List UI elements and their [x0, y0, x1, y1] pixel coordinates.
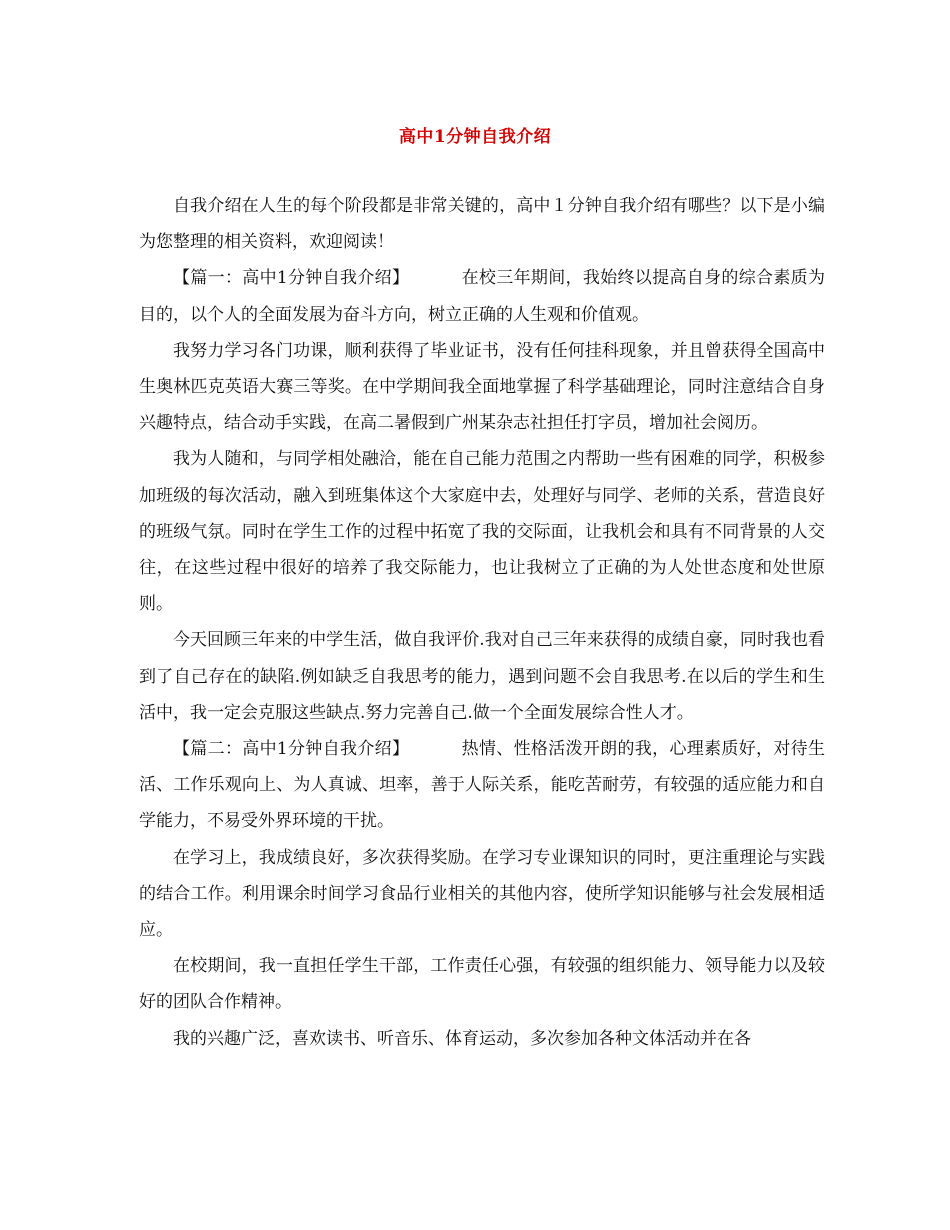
document-body: [139, 188, 825, 1057]
section-2-paragraph: 在校期间，我一直担任学生干部，工作责任心强，有较强的组织能力、领导能力以及较好的团队合作精神。: [139, 956, 825, 1013]
section-2-paragraph: 我的兴趣广泛，喜欢读书、听音乐、体育运动，多次参加各种文体活动并在各: [173, 1028, 751, 1049]
section-1-lead: 在校三年期间，我始终以提高自身的综合素质为目的，以个人的全面发展为奋斗方向，树立正确的人生观和价值观。: [139, 268, 825, 325]
section-2-first-paragraph: [139, 731, 825, 840]
document-title: 高中1分钟自我介绍: [398, 127, 552, 147]
section-1-paragraph: 我努力学习各门功课，顺利获得了毕业证书，没有任何挂科现象，并且曾获得全国高中生奥林匹克英语大赛三等奖。在中学期间我全面地掌握了科学基础理论，同时注意结合自身兴趣特点，结合动手实践，在高二暑假到广州某杂志社担任打字员，增加社会阅历。: [139, 340, 825, 434]
intro-paragraph: 自我介绍在人生的每个阶段都是非常关键的，高中１分钟自我介绍有哪些？以下是小编为您整理的相关资料，欢迎阅读！: [139, 196, 825, 253]
section-2-paragraph: 在学习上，我成绩良好，多次获得奖励。在学习专业课知识的同时，更注重理论与实践的结合工作。利用课余时间学习食品行业相关的其他内容，使所学知识能够与社会发展相适应。: [139, 847, 825, 941]
section-2-heading: 【篇二：高中1分钟自我介绍】: [173, 739, 410, 760]
section-1-heading: 【篇一：高中1分钟自我介绍】: [173, 268, 410, 289]
section-1-paragraph: 我为人随和，与同学相处融洽，能在自己能力范围之内帮助一些有困难的同学，积极参加班级的每次活动，融入到班集体这个大家庭中去，处理好与同学、老师的关系，营造良好的班级气氛。同时在学生工作的过程中拓宽了我的交际面，让我机会和具有不同背景的人交往，在这些过程中很好的培养了我交际能力，也让我树立了正确的为人处世态度和处世原则。: [139, 449, 825, 615]
section-1-first-paragraph: [139, 260, 825, 332]
section-1-paragraph: 今天回顾三年来的中学生活，做自我评价.我对自己三年来获得的成绩自豪，同时我也看到了自己存在的缺陷.例如缺乏自我思考的能力，遇到问题不会自我思考.在以后的学生和生活中，我一定会克服这些缺点.努力完善自己.做一个全面发展综合性人才。: [139, 630, 825, 723]
section-2-lead: 热情、性格活泼开朗的我，心理素质好，对待生活、工作乐观向上、为人真诚、坦率，善于人际关系，能吃苦耐劳，有较强的适应能力和自学能力，不易受外界环境的干扰。: [139, 739, 825, 832]
